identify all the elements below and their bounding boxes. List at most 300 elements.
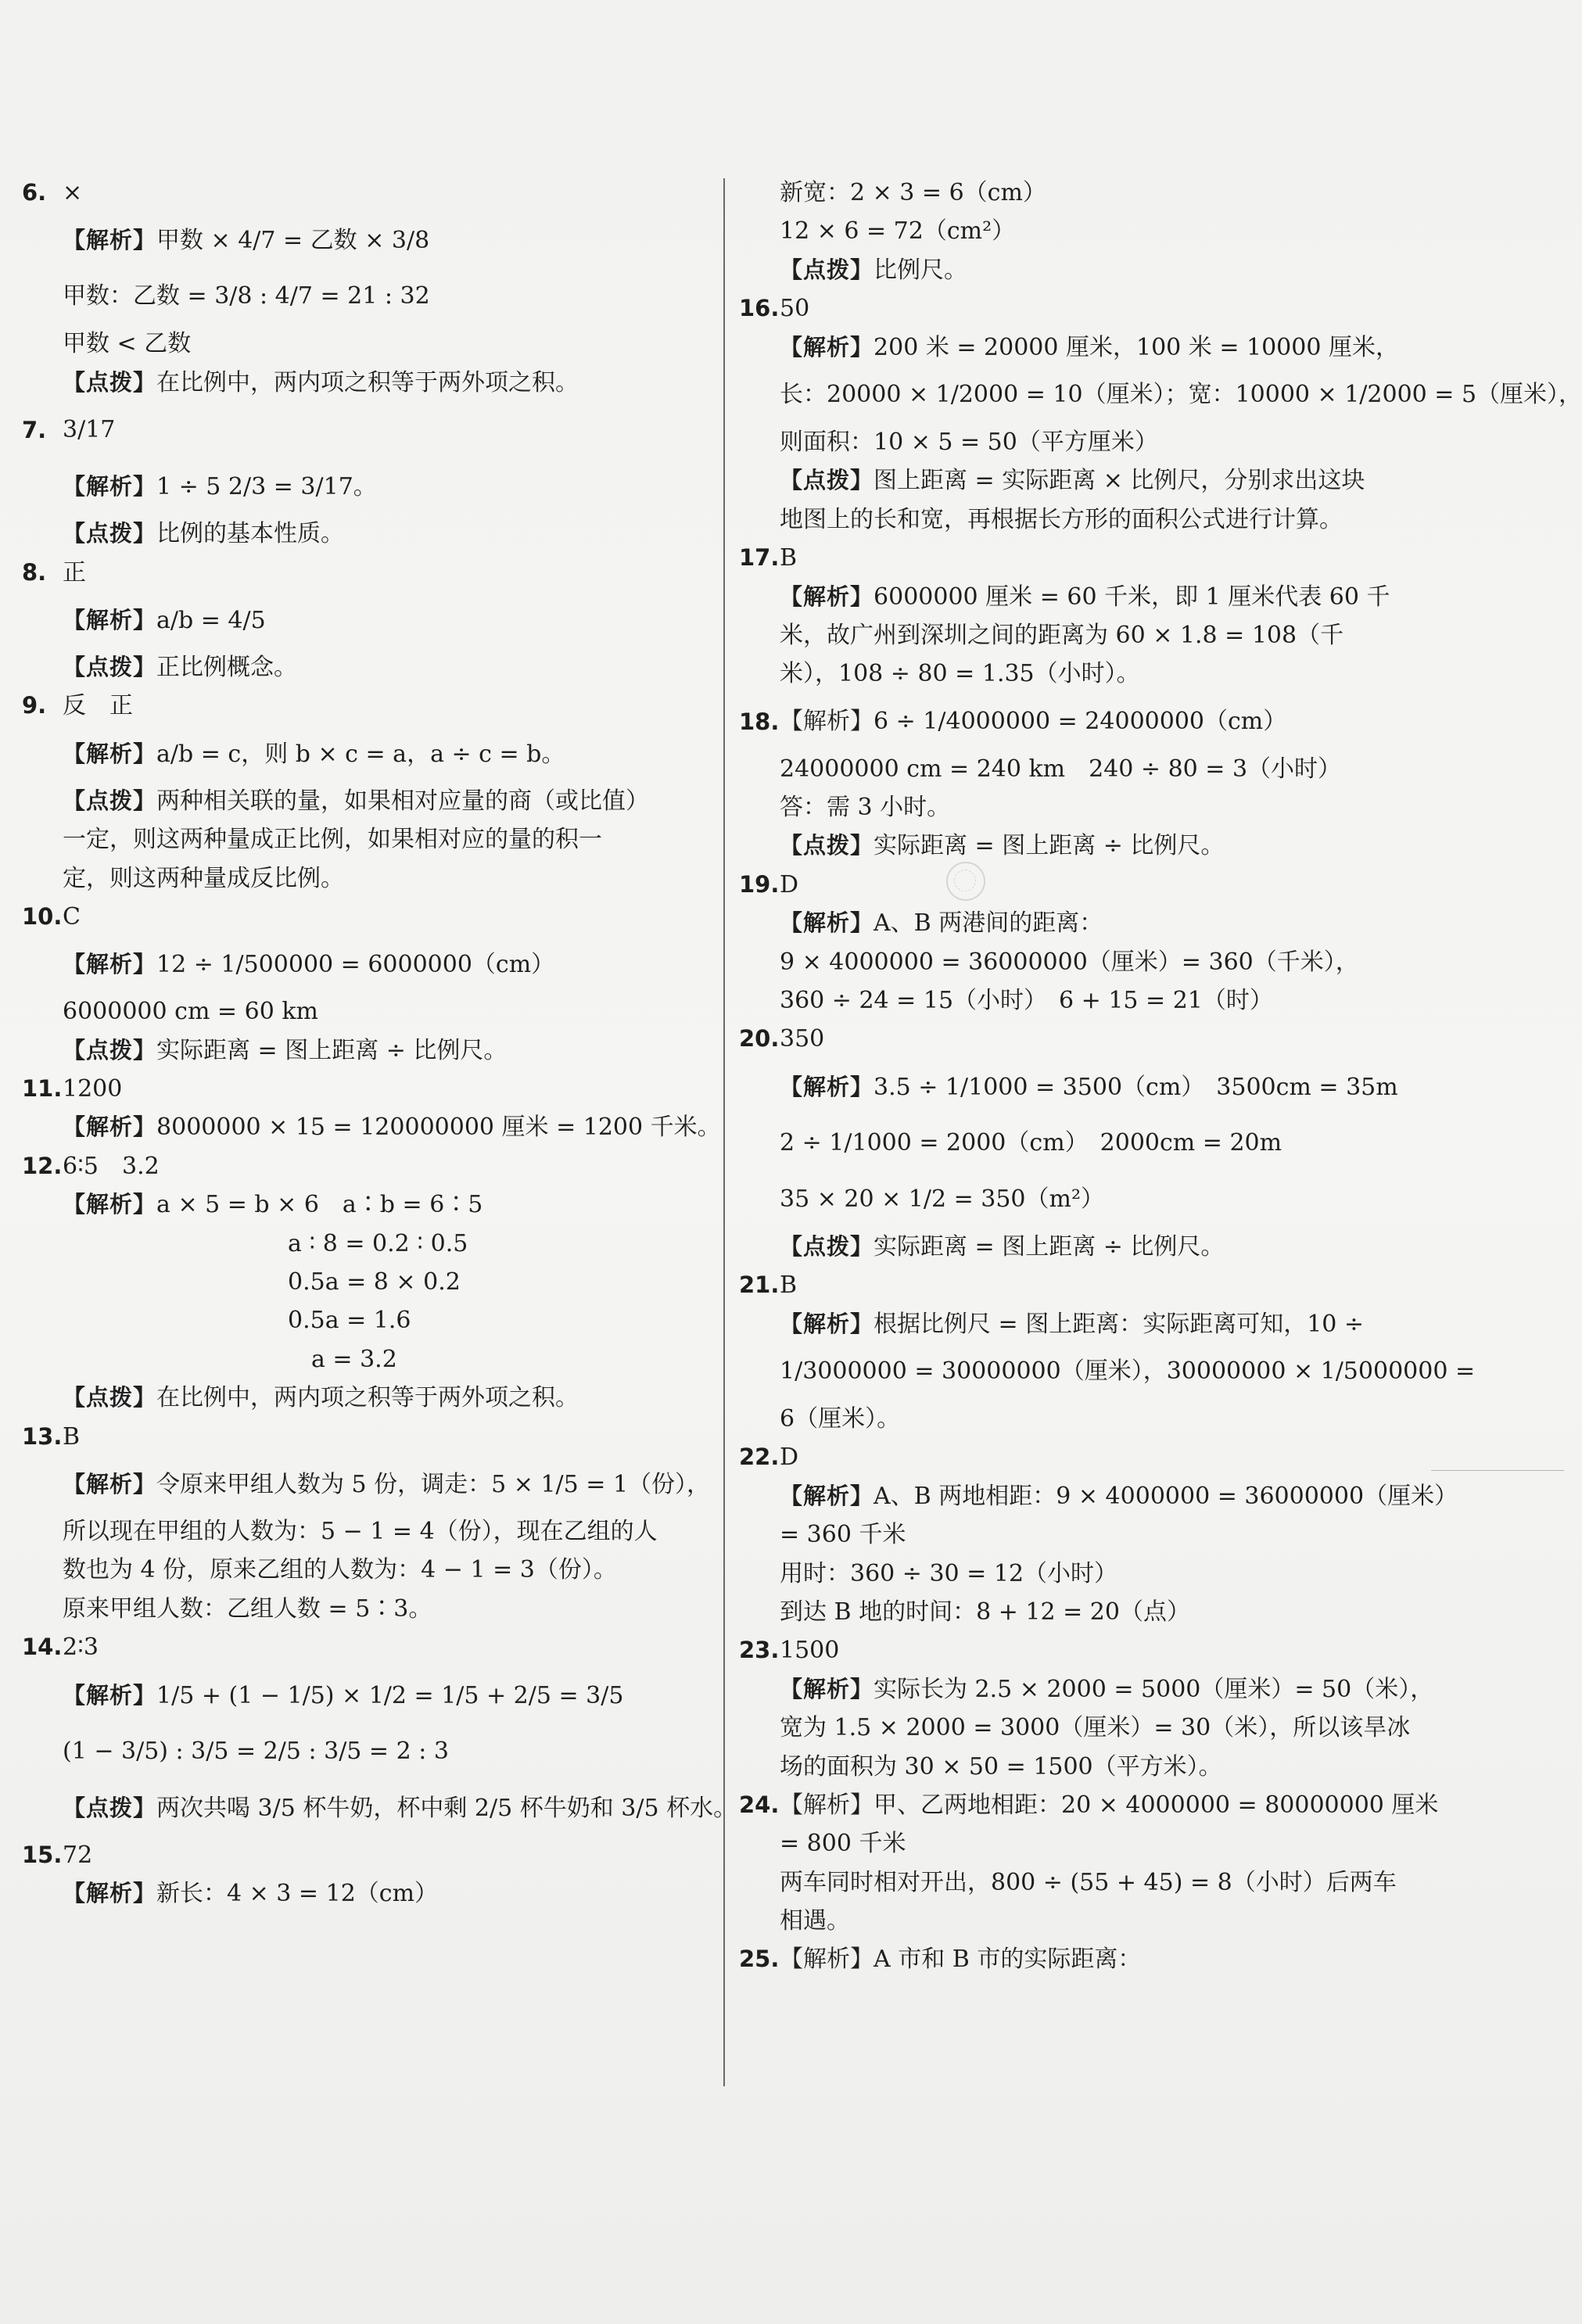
line-body — [780, 655, 1140, 693]
line-text: 【解析】甲、乙两地相距：20 × 4000000 = 80000000 厘米 — [780, 1791, 1439, 1819]
answer-line — [739, 1863, 1462, 1902]
line-body — [780, 461, 1365, 500]
line-body — [780, 289, 809, 328]
section-tag: 【解析】 — [780, 1482, 874, 1509]
line-text: 2∶3 — [63, 1634, 99, 1662]
line-text: 正 — [63, 558, 86, 586]
line-body — [780, 1059, 1398, 1116]
line-body — [288, 1301, 411, 1340]
line-text: a/b = 4/5 — [156, 606, 266, 634]
answer-line — [739, 289, 1462, 328]
line-text: 米），108 ÷ 80 = 1.35（小时）。 — [780, 660, 1140, 688]
line-text: 甲数：乙数 = 3/8 : 4/7 = 21 : 32 — [63, 282, 430, 310]
question-number: 6. — [22, 179, 47, 206]
answer-line — [22, 648, 726, 687]
line-text: A、B 两地相距：9 × 4000000 = 36000000（厘米） — [874, 1482, 1458, 1510]
line-text: 实际距离 = 图上距离 ÷ 比例尺。 — [156, 1036, 508, 1064]
line-text: 实际距离 = 图上距离 ÷ 比例尺。 — [874, 832, 1225, 860]
answer-line — [739, 578, 1462, 616]
answer-line — [22, 1723, 726, 1780]
line-body — [63, 1551, 617, 1589]
answer-line — [22, 212, 726, 268]
line-text: 1/5 + (1 − 1/5) × 1/2 = 1/5 + 2/5 = 3/5 — [156, 1681, 624, 1709]
answer-line — [22, 1263, 726, 1301]
answer-line — [22, 782, 726, 820]
line-text: 12 × 6 = 72（cm²） — [780, 217, 1016, 246]
answer-line — [22, 1301, 726, 1340]
line-body — [63, 936, 554, 993]
line-body — [780, 578, 1390, 616]
section-tag: 【点拨】 — [780, 467, 874, 494]
line-body — [780, 1555, 1117, 1593]
right-column — [739, 174, 1582, 1979]
line-body — [63, 726, 565, 783]
line-text: 定，则这两种量成反比例。 — [63, 864, 344, 892]
answer-line — [22, 687, 726, 725]
answer-line — [739, 1171, 1462, 1228]
line-body — [63, 268, 430, 325]
answer-line — [739, 1593, 1462, 1631]
line-body — [780, 367, 1582, 423]
question-number: 16. — [739, 295, 780, 322]
answer-line — [22, 1147, 726, 1185]
line-text: 两车同时相对开出，800 ÷ (55 + 45) = 8（小时）后两车 — [780, 1868, 1397, 1896]
line-body — [63, 364, 579, 402]
answer-line — [22, 1590, 726, 1628]
question-number: 19. — [739, 870, 780, 898]
answer-line — [739, 866, 1462, 904]
answer-line — [739, 750, 1462, 788]
answer-line — [22, 726, 726, 782]
answer-line — [22, 820, 726, 859]
answer-line — [22, 268, 726, 325]
line-body — [63, 1379, 579, 1417]
line-body — [780, 1824, 906, 1863]
section-tag: 【点拨】 — [63, 1384, 157, 1411]
line-text: 1200 — [63, 1075, 123, 1103]
line-text: 350 — [780, 1025, 825, 1053]
line-body — [63, 458, 377, 515]
line-body — [63, 859, 344, 898]
answer-line — [739, 655, 1462, 693]
line-text: 所以现在甲组的人数为：5 − 1 = 4（份），现在乙组的人 — [63, 1517, 658, 1545]
line-text: 相遇。 — [780, 1907, 850, 1935]
answer-line — [22, 992, 726, 1031]
line-text: 0.5a = 8 × 0.2 — [288, 1268, 461, 1296]
line-text: 在比例中，两内项之积等于两外项之积。 — [156, 368, 579, 396]
line-text: 令原来甲组人数为 5 份，调走：5 × 1/5 = 1（份）， — [156, 1470, 711, 1498]
answer-line — [22, 1667, 726, 1723]
answer-line — [739, 1228, 1462, 1266]
answer-line — [22, 1108, 726, 1146]
line-text: 2 ÷ 1/1000 = 2000（cm） 2000cm = 20m — [780, 1128, 1282, 1157]
line-text: 6（厘米）。 — [780, 1404, 901, 1433]
line-body — [780, 500, 1343, 539]
question-number: 23. — [739, 1637, 780, 1664]
line-body — [63, 1185, 482, 1224]
answer-line — [739, 1631, 1462, 1669]
section-tag: 【点拨】 — [780, 832, 874, 859]
line-body — [63, 212, 429, 269]
answer-line — [22, 1874, 726, 1913]
answer-line — [739, 827, 1462, 865]
line-body — [780, 1438, 798, 1476]
section-tag: 【解析】 — [63, 606, 157, 633]
line-text: = 800 千米 — [780, 1830, 906, 1858]
line-text: × — [63, 179, 83, 206]
line-body — [780, 943, 1359, 981]
answer-line — [739, 1020, 1462, 1058]
answer-line — [739, 251, 1462, 289]
line-body — [63, 820, 602, 859]
line-text: D — [780, 870, 799, 898]
answer-line — [739, 788, 1462, 827]
answer-line — [739, 1515, 1462, 1554]
line-text: B — [780, 1271, 798, 1300]
line-body — [780, 1940, 1141, 1978]
line-text: 35 × 20 × 1/2 = 350（m²） — [780, 1185, 1104, 1213]
line-body — [288, 1263, 461, 1301]
line-text: 0.5a = 1.6 — [288, 1307, 411, 1335]
line-text: 6000000 cm = 60 km — [63, 998, 318, 1026]
line-body — [780, 750, 1341, 788]
line-body — [780, 1171, 1104, 1228]
section-tag: 【解析】 — [63, 951, 157, 978]
answer-line — [22, 1780, 737, 1836]
line-text: 360 ÷ 24 = 15（小时） 6 + 15 = 21（时） — [780, 987, 1273, 1015]
line-text: 比例尺。 — [874, 256, 968, 284]
line-body — [780, 1305, 1364, 1343]
answer-line — [22, 1070, 726, 1108]
question-number: 21. — [739, 1271, 780, 1299]
section-tag: 【解析】 — [780, 1310, 874, 1337]
answer-line — [739, 328, 1462, 367]
line-text: 6000000 厘米 = 60 千米，即 1 厘米代表 60 千 — [874, 583, 1390, 611]
answer-line — [739, 1786, 1462, 1824]
line-text: 8000000 × 15 = 120000000 厘米 = 1200 千米。 — [156, 1114, 721, 1142]
answer-line — [739, 423, 1462, 461]
answer-line — [22, 1456, 726, 1512]
line-text: 在比例中，两内项之积等于两外项之积。 — [156, 1384, 579, 1412]
line-body — [780, 1709, 1410, 1747]
question-number: 17. — [739, 544, 780, 572]
line-text: 地图上的长和宽，再根据长方形的面积公式进行计算。 — [780, 505, 1343, 533]
answer-line — [22, 1551, 726, 1589]
line-text: D — [780, 1444, 799, 1472]
answer-line — [22, 936, 726, 992]
answer-line — [739, 174, 1462, 212]
answer-line — [739, 943, 1462, 981]
line-text: 实际长为 2.5 × 2000 = 5000（厘米）= 50（米）， — [874, 1675, 1434, 1703]
answer-line — [739, 1438, 1462, 1476]
answer-line — [22, 325, 726, 363]
section-tag: 【点拨】 — [63, 368, 157, 396]
line-body — [780, 981, 1273, 1020]
section-tag: 【解析】 — [780, 909, 874, 937]
line-body — [780, 788, 950, 827]
line-text: 72 — [63, 1841, 93, 1869]
answer-line — [22, 1225, 726, 1263]
line-body — [780, 616, 1343, 655]
line-text: 6∶5 3.2 — [63, 1152, 160, 1180]
line-text: 比例的基本性质。 — [156, 520, 345, 548]
answer-line — [739, 1902, 1462, 1940]
answer-line — [22, 1836, 726, 1874]
line-text: a = 3.2 — [288, 1345, 397, 1373]
section-tag: 【点拨】 — [63, 787, 157, 814]
line-text: 场的面积为 30 × 50 = 1500（平方米）。 — [780, 1752, 1222, 1781]
answer-line — [739, 1709, 1462, 1747]
line-text: 200 米 = 20000 厘米，100 米 = 10000 厘米， — [874, 333, 1399, 361]
question-number: 13. — [22, 1422, 63, 1450]
line-body — [780, 866, 798, 904]
answer-line — [22, 1628, 726, 1666]
line-text: 50 — [780, 295, 810, 323]
answer-line — [22, 898, 726, 936]
line-body — [780, 1670, 1433, 1709]
line-body — [63, 1512, 658, 1551]
answer-line — [22, 402, 726, 458]
line-body — [780, 1266, 797, 1304]
question-number: 11. — [22, 1075, 63, 1103]
line-body — [63, 1418, 80, 1456]
answer-line — [22, 458, 726, 515]
line-text: 新宽：2 × 3 = 6（cm） — [780, 179, 1046, 206]
answer-line — [739, 367, 1582, 423]
line-text: 用时：360 ÷ 30 = 12（小时） — [780, 1559, 1118, 1587]
line-body — [63, 898, 81, 936]
section-tag: 【点拨】 — [63, 653, 157, 680]
line-body — [63, 1031, 507, 1070]
line-text: 一定，则这两种量成正比例，如果相对应的量的积一 — [63, 826, 602, 854]
line-text: B — [63, 1422, 81, 1451]
answer-line — [739, 694, 1462, 750]
left-column — [22, 174, 737, 1913]
line-text: 到达 B 地的时间：8 + 12 = 20（点） — [780, 1598, 1190, 1626]
line-text: 原来甲组人数：乙组人数 = 5∶3。 — [63, 1594, 432, 1623]
question-number: 24. — [739, 1791, 780, 1818]
answer-line — [739, 1940, 1462, 1978]
answer-line — [739, 500, 1462, 539]
question-number: 18. — [739, 708, 780, 735]
line-body — [780, 694, 1286, 750]
line-text: 反 正 — [63, 692, 133, 720]
line-body — [780, 904, 1103, 942]
answer-line — [22, 364, 726, 402]
line-text: 两次共喝 3/5 杯牛奶，杯中剩 2/5 杯牛奶和 3/5 杯水。 — [156, 1794, 737, 1822]
section-tag: 【点拨】 — [63, 520, 157, 547]
line-body — [780, 1786, 1438, 1824]
section-tag: 【解析】 — [780, 1675, 874, 1702]
line-body — [63, 554, 86, 592]
answer-line — [739, 212, 1462, 250]
line-text: 新长：4 × 3 = 12（cm） — [156, 1879, 439, 1907]
line-text: 宽为 1.5 × 2000 = 3000（厘米）= 30（米），所以该旱冰 — [780, 1714, 1411, 1742]
answer-line — [22, 1512, 726, 1551]
answer-line — [739, 1266, 1462, 1304]
line-body — [780, 1902, 850, 1940]
line-body — [63, 1147, 160, 1185]
line-body — [63, 1628, 99, 1666]
line-body — [780, 827, 1224, 865]
line-body — [780, 1477, 1458, 1515]
line-body — [63, 1108, 721, 1146]
answer-line — [739, 904, 1462, 942]
answer-line — [22, 1379, 726, 1417]
section-tag: 【解析】 — [63, 1681, 157, 1709]
answer-line — [739, 1115, 1462, 1171]
line-text: 答：需 3 小时。 — [780, 794, 951, 822]
line-body — [63, 1836, 92, 1874]
line-body — [780, 328, 1399, 367]
answer-line — [739, 1477, 1462, 1515]
line-body — [63, 515, 344, 553]
line-text: 甲数 < 乙数 — [63, 330, 192, 358]
line-body — [780, 1228, 1224, 1266]
answer-line — [739, 981, 1462, 1020]
line-body — [63, 648, 297, 687]
line-body — [63, 1070, 122, 1108]
section-tag: 【点拨】 — [63, 1036, 157, 1063]
section-tag: 【解析】 — [63, 227, 157, 254]
line-text: 3.5 ÷ 1/1000 = 3500（cm） 3500cm = 35m — [874, 1073, 1398, 1101]
answer-line — [739, 1748, 1462, 1786]
line-text: 1 ÷ 5 2/3 = 3/17。 — [156, 473, 377, 501]
answer-line — [739, 1400, 1462, 1438]
answer-line — [739, 1305, 1462, 1343]
section-tag: 【解析】 — [780, 583, 874, 610]
answer-line — [22, 174, 726, 212]
answer-line — [739, 616, 1462, 655]
line-body — [780, 1515, 906, 1554]
line-body — [780, 174, 1046, 212]
line-body — [63, 1667, 623, 1724]
answer-line — [22, 1418, 726, 1456]
question-number: 10. — [22, 902, 63, 930]
line-text: a × 5 = b × 6 a∶b = 6∶5 — [156, 1191, 483, 1219]
answer-line — [739, 1555, 1462, 1593]
line-text: 1500 — [780, 1637, 840, 1665]
answer-line — [22, 1031, 726, 1070]
section-tag: 【解析】 — [63, 1470, 157, 1497]
line-body — [288, 1225, 468, 1263]
line-text: 12 ÷ 1/500000 = 6000000（cm） — [156, 951, 555, 979]
line-text: = 360 千米 — [780, 1521, 906, 1549]
line-text: 根据比例尺 = 图上距离：实际距离可知，10 ÷ — [874, 1310, 1365, 1338]
line-body — [780, 1748, 1222, 1786]
answer-line — [739, 1059, 1462, 1115]
line-body — [780, 212, 1015, 250]
line-text: 1/3000000 = 30000000（厘米），30000000 × 1/5000000 = — [780, 1357, 1476, 1385]
answer-line — [22, 554, 726, 592]
section-tag: 【解析】 — [780, 1073, 874, 1100]
section-tag: 【解析】 — [63, 1191, 157, 1218]
line-text: B — [780, 544, 798, 572]
line-text: 9 × 4000000 = 36000000（厘米）= 360（千米）， — [780, 948, 1359, 976]
line-body — [63, 402, 115, 458]
answer-line — [22, 859, 726, 898]
line-body — [63, 1456, 710, 1513]
line-body — [780, 1020, 824, 1058]
line-text: 【解析】A 市和 B 市的实际距离： — [780, 1946, 1142, 1974]
line-text: A、B 两港间的距离： — [874, 909, 1103, 938]
answer-line — [739, 1670, 1462, 1709]
answer-line — [22, 515, 726, 553]
line-body — [780, 1593, 1190, 1631]
line-body — [63, 1874, 438, 1913]
line-text: 24000000 cm = 240 km 240 ÷ 80 = 3（小时） — [780, 755, 1342, 783]
line-text: 图上距离 = 实际距离 × 比例尺，分别求出这块 — [874, 467, 1365, 495]
line-body — [63, 782, 649, 820]
line-body — [780, 1115, 1282, 1171]
question-number: 14. — [22, 1634, 63, 1661]
line-body — [780, 539, 797, 577]
answer-line — [22, 592, 726, 648]
section-tag: 【解析】 — [63, 473, 157, 500]
section-tag: 【解析】 — [63, 1879, 157, 1906]
line-body — [780, 1863, 1397, 1902]
line-text: 两种相关联的量，如果相对应量的商（或比值） — [156, 787, 650, 815]
section-tag: 【解析】 — [63, 740, 157, 767]
line-text: 实际距离 = 图上距离 ÷ 比例尺。 — [874, 1232, 1225, 1261]
question-number: 9. — [22, 692, 47, 719]
line-text: 米，故广州到深圳之间的距离为 60 × 1.8 = 108（千 — [780, 621, 1344, 649]
line-body — [63, 992, 318, 1031]
line-text: 数也为 4 份，原来乙组的人数为：4 − 1 = 3（份）。 — [63, 1556, 617, 1584]
line-text: 长：20000 × 1/2000 = 10（厘米）；宽：10000 × 1/2000 = 5（厘米）， — [780, 380, 1582, 408]
answer-line — [739, 1824, 1462, 1863]
answer-line — [739, 1343, 1476, 1400]
question-number: 12. — [22, 1152, 63, 1179]
line-body — [63, 592, 266, 649]
line-body — [780, 1343, 1475, 1400]
line-body — [63, 687, 133, 725]
answer-line — [739, 461, 1462, 500]
line-text: a ∶ 8 = 0.2 ∶ 0.5 — [288, 1229, 468, 1257]
line-text: 正比例概念。 — [156, 653, 298, 681]
section-tag: 【点拨】 — [63, 1794, 157, 1821]
question-number: 7. — [22, 417, 47, 444]
section-tag: 【解析】 — [780, 333, 874, 360]
section-tag: 【解析】 — [63, 1114, 157, 1141]
answer-line — [22, 1340, 726, 1379]
line-body — [780, 1631, 839, 1669]
question-number: 25. — [739, 1946, 780, 1973]
line-body — [63, 174, 82, 212]
line-body — [288, 1340, 397, 1379]
line-body — [780, 1400, 900, 1438]
answer-line — [739, 539, 1462, 577]
answer-line — [22, 1185, 726, 1224]
line-body — [63, 1723, 449, 1780]
line-text: 3/17 — [63, 416, 116, 444]
question-number: 20. — [739, 1025, 780, 1053]
line-body — [63, 325, 191, 363]
line-text: 则面积：10 × 5 = 50（平方厘米） — [780, 428, 1158, 456]
question-number: 22. — [739, 1444, 780, 1471]
line-body — [780, 251, 967, 289]
line-text: (1 − 3/5) : 3/5 = 2/5 : 3/5 = 2 : 3 — [63, 1737, 449, 1765]
line-body — [63, 1780, 737, 1837]
line-text: 甲数 × 4/7 = 乙数 × 3/8 — [156, 227, 430, 255]
section-tag: 【点拨】 — [780, 1232, 874, 1260]
line-text: C — [63, 902, 81, 931]
section-tag: 【点拨】 — [780, 256, 874, 283]
line-text: 【解析】6 ÷ 1/4000000 = 24000000（cm） — [780, 707, 1287, 735]
line-text: a/b = c，则 b × c = a，a ÷ c = b。 — [156, 740, 565, 768]
question-number: 8. — [22, 558, 47, 586]
question-number: 15. — [22, 1841, 63, 1868]
